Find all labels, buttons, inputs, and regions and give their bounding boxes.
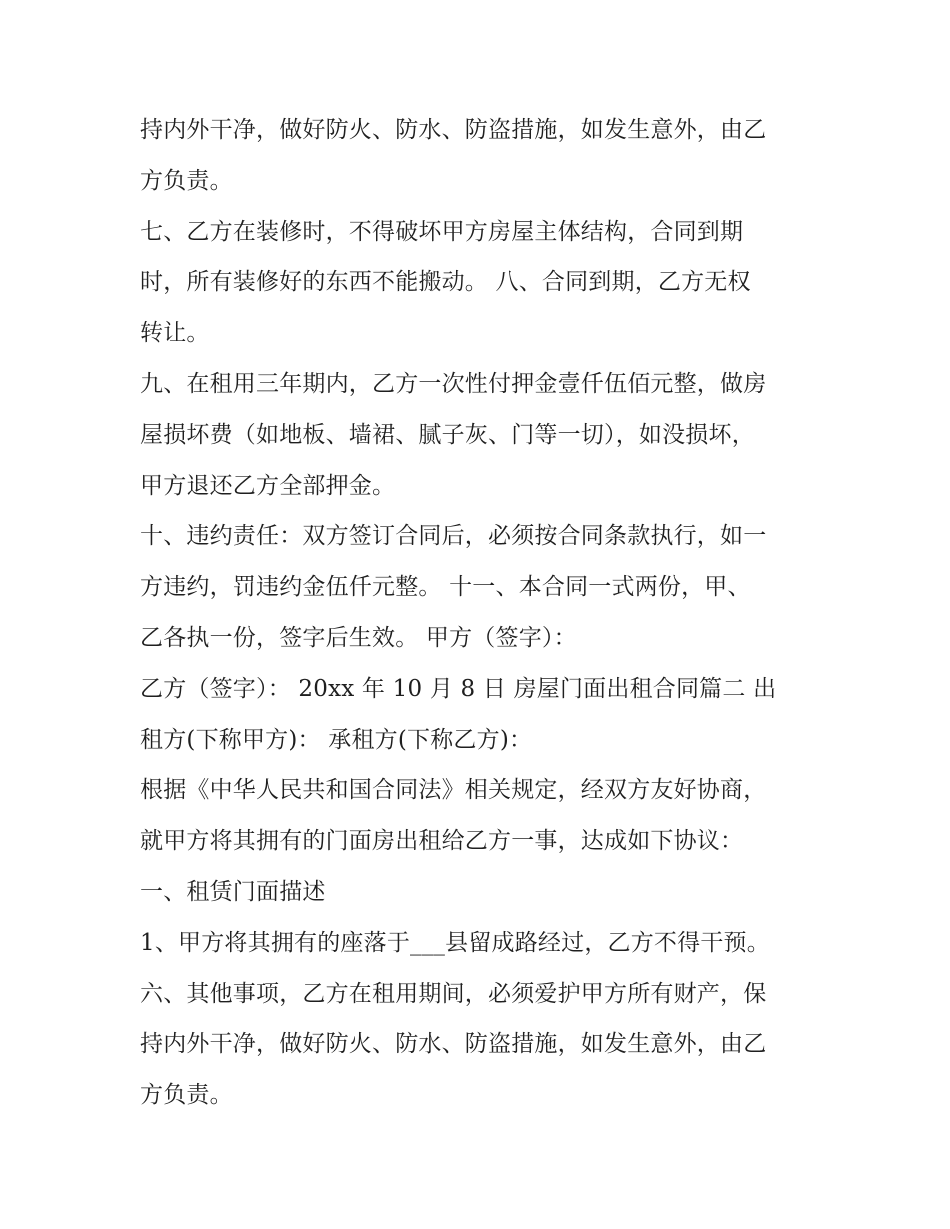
text-line: 一、租赁门面描述 (140, 878, 326, 905)
paragraph-6 (140, 765, 820, 867)
text-line: 方负责。 (140, 167, 233, 194)
text-line: 根据《中华人民共和国合同法》相关规定，经双方友好协商， (140, 777, 767, 804)
text-line: 方负责。 (140, 1082, 233, 1109)
text-line: 持内外干净，做好防火、防水、防盗措施，如发生意外，由乙 (140, 1031, 767, 1058)
paragraph-4 (140, 511, 820, 663)
text-line: 方违约，罚违约金伍仟元整。 十一、本合同一式两份，甲、 (140, 574, 751, 601)
text-line: 1、甲方将其拥有的座落于___县留成路经过，乙方不得干预。 (140, 929, 770, 956)
paragraph-2 (140, 207, 820, 359)
text-line: 时，所有装修好的东西不能搬动。 八、合同到期，乙方无权 (140, 269, 751, 296)
text-line: 租方(下称甲方)： 承租方(下称乙方)： (140, 726, 533, 753)
paragraph-7 (140, 867, 820, 918)
text-line: 甲方退还乙方全部押金。 (140, 472, 396, 499)
document-body (140, 105, 820, 1121)
text-line: 就甲方将其拥有的门面房出租给乙方一事，达成如下协议： (140, 828, 744, 855)
text-line: 十、违约责任：双方签订合同后，必须按合同条款执行，如一 (140, 523, 767, 550)
text-line: 乙方（签字）： 20xx 年 10 月 8 日 房屋门面出租合同篇二 出 (140, 675, 777, 702)
paragraph-9 (140, 969, 820, 1121)
paragraph-5 (140, 664, 820, 766)
paragraph-1 (140, 105, 820, 207)
text-line: 九、在租用三年期内，乙方一次性付押金壹仟伍佰元整，做房 (140, 370, 767, 397)
text-line: 持内外干净，做好防火、防水、防盗措施，如发生意外，由乙 (140, 117, 767, 143)
paragraph-3 (140, 359, 820, 511)
text-line: 六、其他事项，乙方在租用期间，必须爱护甲方所有财产，保 (140, 980, 767, 1007)
text-line: 转让。 (140, 320, 210, 347)
text-line: 屋损坏费（如地板、墙裙、腻子灰、门等一切），如没损坏， (140, 421, 755, 448)
paragraph-8 (140, 918, 820, 969)
text-line: 乙各执一份，签字后生效。 甲方（签字）： (140, 624, 577, 651)
text-line: 七、乙方在装修时，不得破坏甲方房屋主体结构，合同到期 (140, 218, 744, 245)
